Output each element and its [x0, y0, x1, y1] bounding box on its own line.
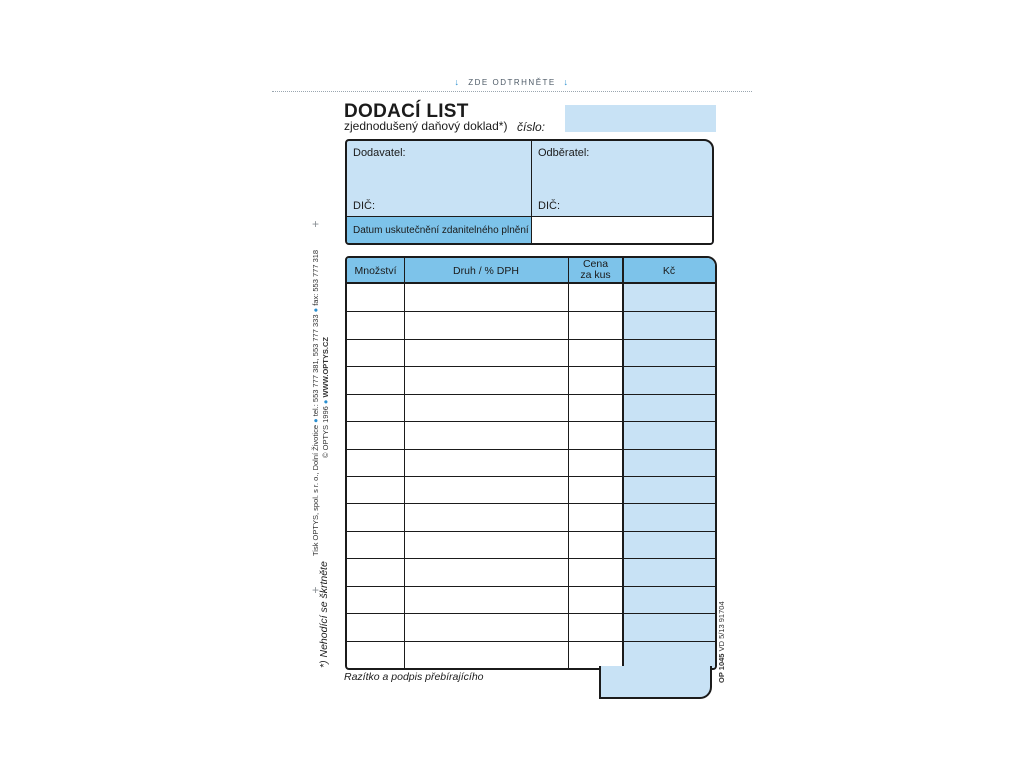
table-row-line: [347, 503, 715, 504]
date-field[interactable]: [532, 217, 712, 243]
document-title: DODACÍ LIST: [344, 101, 469, 122]
supplier-label: Dodavatel:: [353, 147, 406, 159]
website: WWW.OPTYS.CZ: [321, 337, 330, 398]
column-header-type-vat: Druh / % DPH: [404, 258, 568, 284]
date-label-cell: [347, 217, 532, 243]
form-code-details: VD 5/13 91704: [717, 601, 726, 652]
items-table: [345, 256, 717, 670]
customer-dic-label: DIČ:: [538, 200, 560, 212]
column-header-unit-price: Cena za kus: [568, 258, 623, 284]
column-header-quantity: Množství: [347, 258, 404, 284]
printer-fax: fax: 553 777 318: [311, 249, 320, 306]
table-row-line: [347, 531, 715, 532]
number-field[interactable]: [565, 105, 716, 132]
form-code-number: OP 1045: [717, 653, 726, 683]
table-row-line: [347, 421, 715, 422]
tear-off-label: [272, 77, 752, 87]
column-header-amount: Kč: [623, 258, 715, 284]
number-label: číslo:: [517, 120, 546, 134]
form-code: [717, 601, 726, 683]
column-line: [404, 258, 405, 668]
date-label: Datum uskutečnění zdanitelného plnění: [353, 225, 529, 236]
stamp-signature-label: Razítko a podpis přebírajícího: [344, 671, 484, 683]
printer-web: [321, 337, 330, 458]
bullet-icon: ●: [321, 399, 330, 405]
table-row-line: [347, 394, 715, 395]
printer-info: [311, 250, 320, 556]
parties-block: [345, 139, 714, 245]
table-row-line: [347, 641, 715, 642]
table-row-line: [347, 613, 715, 614]
arrow-down-icon: ↓: [454, 77, 461, 87]
table-row-line: [347, 476, 715, 477]
bullet-icon: ●: [311, 418, 320, 423]
table-row-line: [347, 339, 715, 340]
table-row-line: [347, 449, 715, 450]
column-line: [568, 258, 569, 668]
tear-off-line: [272, 91, 752, 92]
tear-off-text: ZDE ODTRHNĚTE: [468, 78, 556, 87]
table-row-line: [347, 586, 715, 587]
registration-mark: +: [312, 583, 320, 597]
printer-phone: tel.: 553 777 381, 553 777 333: [311, 314, 320, 417]
printer-name: Tisk OPTYS, spol. s r. o., Dolní Životice: [311, 424, 320, 556]
strike-through-note: *) Nehodící se škrtněte: [318, 561, 330, 668]
column-line: [622, 258, 624, 668]
parties-divider: [531, 141, 532, 216]
table-row-line: [347, 311, 715, 312]
table-row-line: [347, 366, 715, 367]
arrow-down-icon: ↓: [563, 77, 570, 87]
customer-label: Odběratel:: [538, 147, 590, 159]
total-box[interactable]: [599, 666, 712, 699]
registration-mark: +: [312, 217, 320, 231]
document-subtitle: zjednodušený daňový doklad*): [344, 119, 508, 133]
supplier-dic-label: DIČ:: [353, 200, 375, 212]
copyright: © OPTYS 1996: [321, 406, 330, 458]
table-row-line: [347, 558, 715, 559]
bullet-icon: ●: [311, 307, 320, 313]
